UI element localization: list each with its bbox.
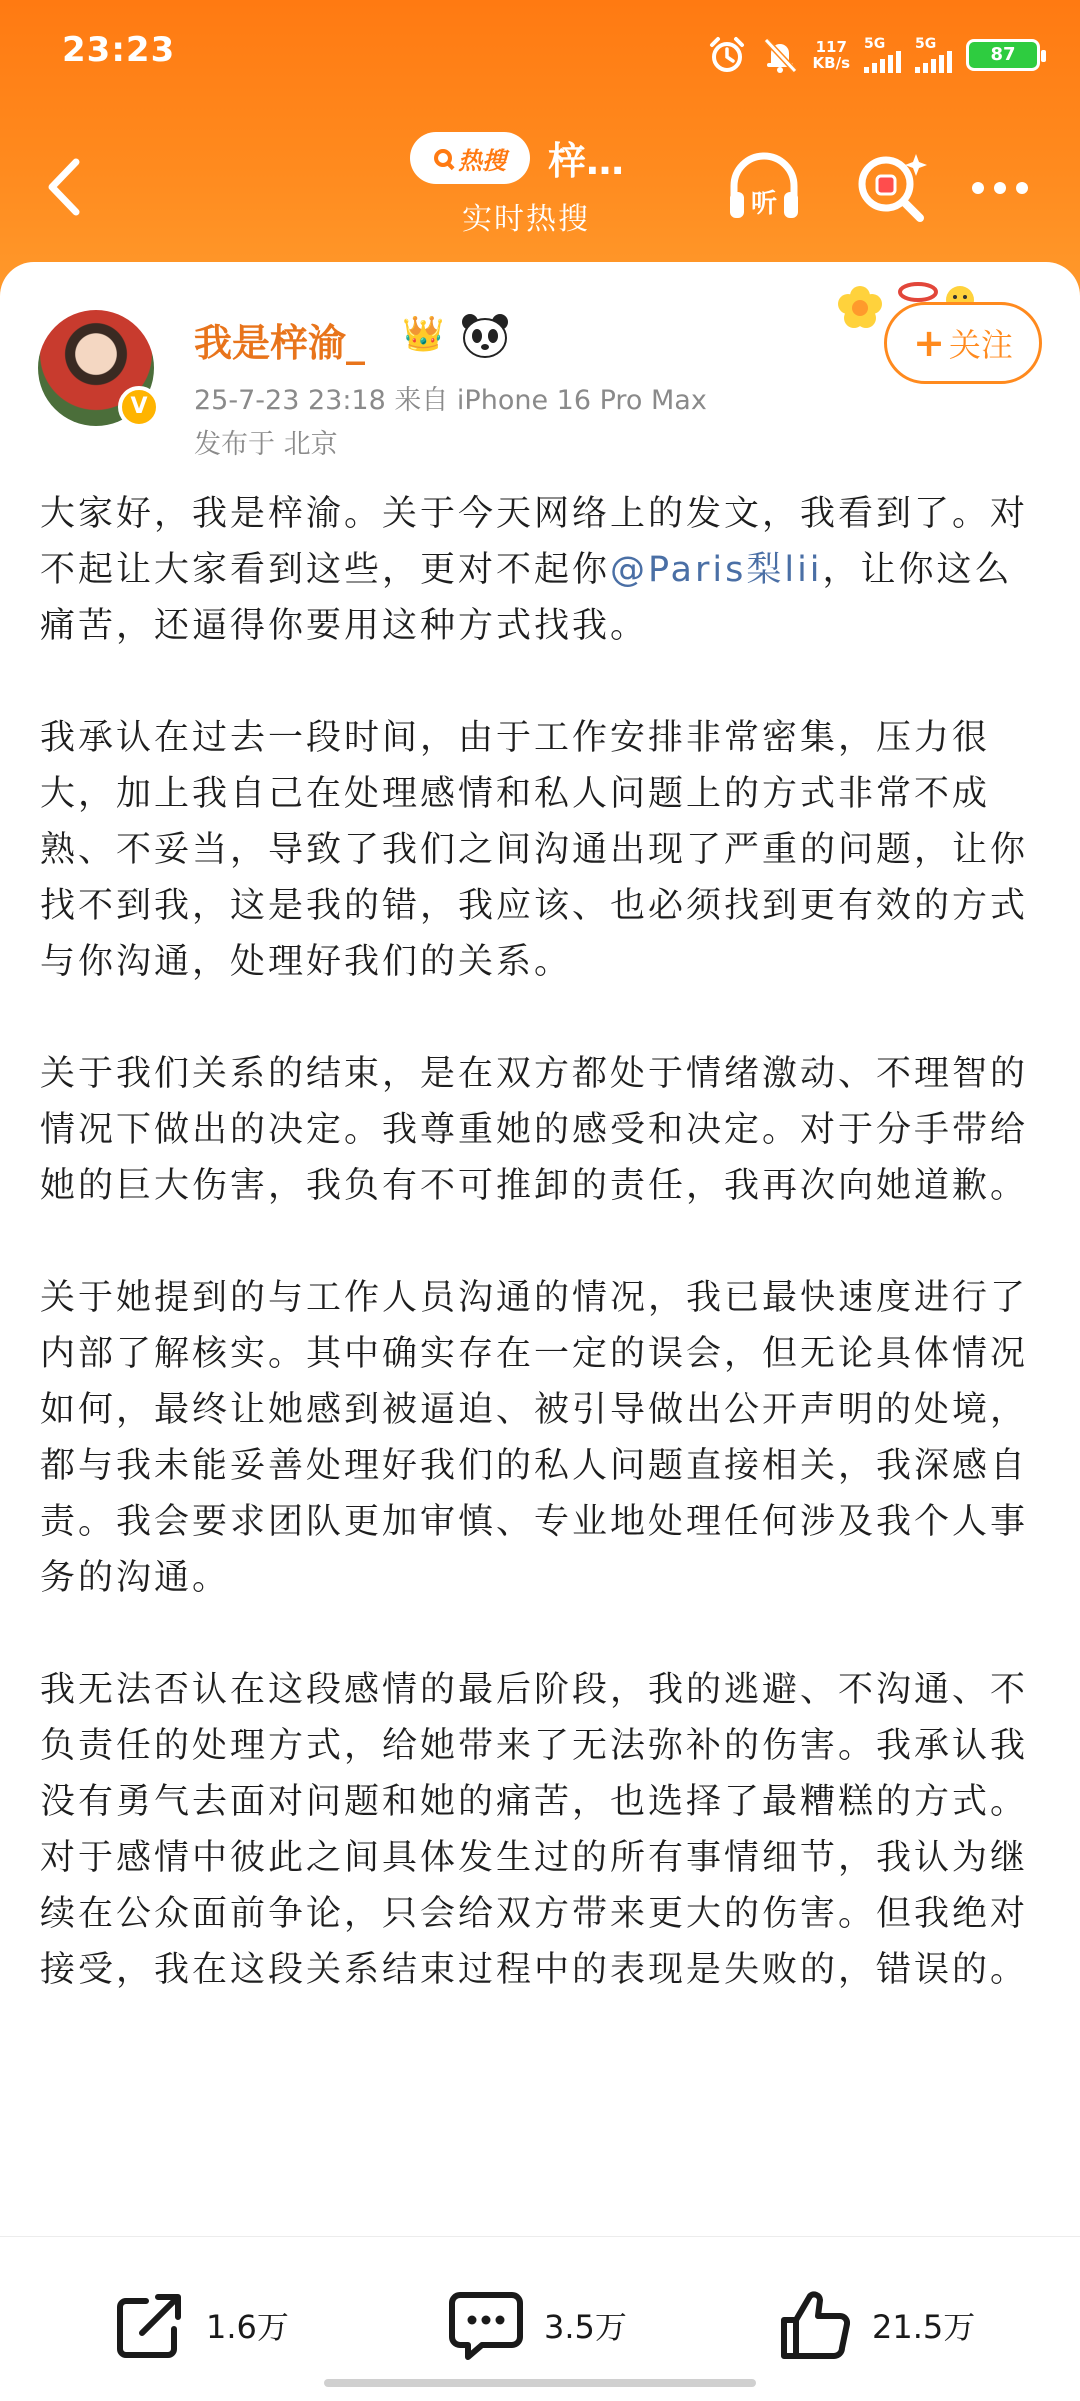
hot-search-badge[interactable]: 热搜 [410,132,530,184]
like-button[interactable] [776,2285,975,2365]
home-indicator[interactable] [324,2379,756,2387]
status-time: 23:23 [62,30,176,70]
follow-button[interactable]: + 关注 [884,302,1042,384]
share-button[interactable] [112,2285,289,2365]
comment-count: 3.5万 [544,2308,627,2346]
panda-icon [458,310,512,360]
post-paragraph: 我无法否认在这段感情的最后阶段，我的逃避、不沟通、不负责任的处理方式，给她带来了无法弥补的伤害。我承认我没有勇气去面对问题和她的痛苦，也选择了最糟糕的方式。对于感情中彼此之间具体发生过的所有事情细节，我认为继续在公众面前争论，只会给双方带来更大的伤害。但我绝对接受，我在这段关系结束过程中的表现是失败的，错误的。 [40,1670,1029,1990]
ai-search-icon[interactable] [850,146,934,230]
share-icon [112,2287,188,2363]
post-meta: 25-7-23 23:18 来自 iPhone 16 Pro Max [194,385,707,416]
nav-bar [0,110,1080,260]
nav-title: 梓… [548,139,625,183]
post-body [40,486,1040,2054]
battery-icon: 87 [966,39,1040,71]
more-icon[interactable] [958,146,1042,230]
signal-5g-2: 5G [915,37,952,73]
top-header [0,0,1080,300]
signal-bars-icon [864,51,901,73]
crown-badge-icon: 👑 [402,314,445,354]
post-card [0,262,1080,2272]
listen-headphones-icon[interactable] [722,146,806,230]
status-bar [0,0,1080,110]
action-bar [0,2236,1080,2401]
username[interactable]: 我是梓渝_ [194,321,366,365]
signal-5g-1: 5G [864,37,901,73]
search-icon [434,149,452,167]
thumbs-up-icon [776,2286,854,2364]
mute-bell-icon [761,35,799,75]
post-paragraph: 关于我们关系的结束，是在双方都处于情绪激动、不理智的情况下做出的决定。我尊重她的感受和决定。对于分手带给她的巨大伤害，我负有不可推卸的责任，我再次向她道歉。 [40,1054,1029,1206]
verified-badge-icon: V [118,386,160,428]
post-paragraph: 我承认在过去一段时间，由于工作安排非常密集，压力很大，加上我自己在处理感情和私人问题上的方式非常不成熟、不妥当，导致了我们之间沟通出现了严重的问题，让你找不到我，这是我的错，我应该、也必须找到更有效的方式与你沟通，处理好我们的关系。 [40,718,1029,982]
share-count: 1.6万 [206,2308,289,2346]
mention-link[interactable]: @Paris梨lii [610,550,823,590]
back-arrow-icon[interactable] [38,152,98,222]
nav-subtitle: 实时热搜 [462,202,590,237]
post-paragraph: 关于她提到的与工作人员沟通的情况，我已最快速度进行了内部了解核实。其中确实存在一定的误会，但无论具体情况如何，最终让她感到被逼迫、被引导做出公开声明的处境，都与我未能妥善处理好我们的私人问题直接相关，我深感自责。我会要求团队更加审慎、专业地处理任何涉及我个人事务的沟通。 [40,1278,1029,1598]
post-paragraph: 大家好，我是梓渝。关于今天网络上的发文，我看到了。对不起让大家看到这些，更对不起你@Paris梨lii，让你这么痛苦，还逼得你要用这种方式找我。 [40,494,1029,646]
comment-button[interactable] [446,2285,627,2365]
status-icons [707,30,1040,80]
net-speed: 117 KB/s [812,38,850,72]
signal-bars-icon [915,51,952,73]
like-count: 21.5万 [872,2308,976,2346]
alarm-icon [707,35,747,75]
post-location: 发布于 北京 [194,429,338,460]
svg-text:听: 听 [750,189,778,219]
comment-icon [446,2287,526,2363]
